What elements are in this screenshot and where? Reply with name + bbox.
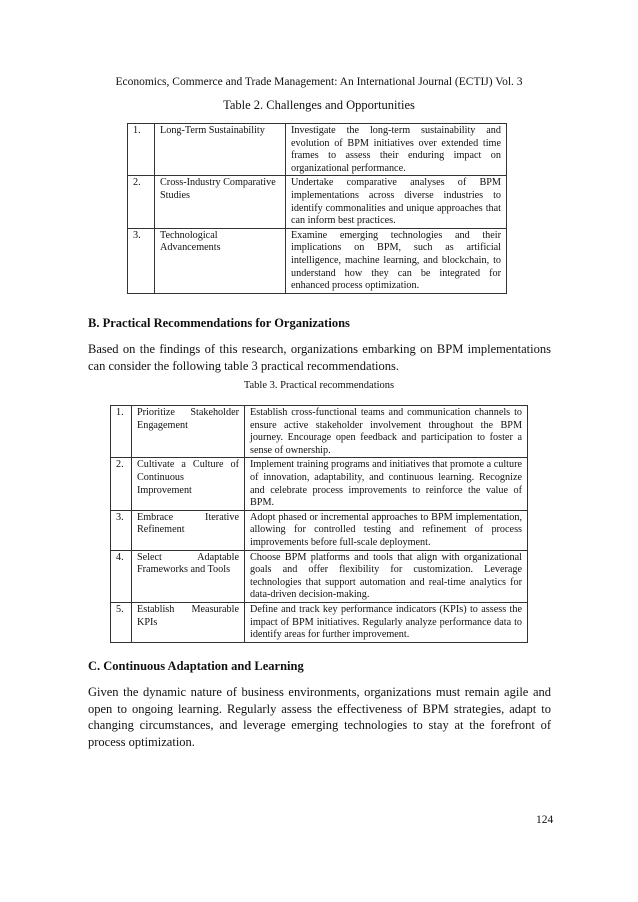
section-c-heading: C. Continuous Adaptation and Learning [88, 659, 304, 673]
row-number: 4. [111, 550, 132, 602]
table2-challenges [127, 123, 507, 294]
row-number: 1. [128, 124, 155, 176]
row-number: 1. [111, 406, 132, 458]
row-number: 3. [128, 228, 155, 293]
row-number: 2. [128, 176, 155, 228]
row-description: Implement training programs and initiatives that promote a culture of innovation, adaptability, and continuous learning. Recognize and celebrate process improvements to reinforce the value of BPM. [245, 458, 528, 510]
table-row [111, 550, 528, 602]
table-row [111, 510, 528, 550]
row-title: Long-Term Sustainability [155, 124, 286, 176]
row-description: Undertake comparative analyses of BPM implementations across diverse industries to identify commonalities and unique approaches that can inform best practices. [286, 176, 507, 228]
row-title: Prioritize Stakeholder Engagement [132, 406, 245, 458]
section-b-heading: B. Practical Recommendations for Organizations [88, 316, 350, 330]
row-title: Cross-Industry Comparative Studies [155, 176, 286, 228]
table-row [128, 176, 507, 228]
row-description: Define and track key performance indicators (KPIs) to assess the impact of BPM initiatives. Regularly analyze performance data to identify areas for further improvement. [245, 602, 528, 642]
table3-caption: Table 3. Practical recommendations [243, 380, 395, 391]
row-title: Embrace Iterative Refinement [132, 510, 245, 550]
row-description: Establish cross-functional teams and communication channels to ensure active stakeholder involvement throughout the BPM journey. Encourage open feedback and participation to foster a sense of ownership. [245, 406, 528, 458]
row-title: Establish Measurable KPIs [132, 602, 245, 642]
row-number: 5. [111, 602, 132, 642]
row-description: Adopt phased or incremental approaches to BPM implementation, allowing for controlled testing and refinement of process improvements before full-scale deployment. [245, 510, 528, 550]
row-title: Select Adaptable Frameworks and Tools [132, 550, 245, 602]
table-row [128, 124, 507, 176]
row-title: Cultivate a Culture of Continuous Improvement [132, 458, 245, 510]
row-title: Technological Advancements [155, 228, 286, 293]
table-row [111, 406, 528, 458]
row-number: 2. [111, 458, 132, 510]
row-description: Investigate the long-term sustainability and evolution of BPM initiatives over extended time frames to assess their enduring impact on organizational performance. [286, 124, 507, 176]
table2-caption: Table 2. Challenges and Opportunities [223, 98, 415, 112]
row-description: Examine emerging technologies and their implications on BPM, such as artificial intelligence, machine learning, and blockchain, to understand how they can be integrated for enhanced process optimization. [286, 228, 507, 293]
section-b-paragraph: Based on the findings of this research, organizations embarking on BPM implementations can consider the following table 3 practical recommendations. [88, 342, 551, 373]
page-number: 124 [536, 814, 554, 826]
table3-recommendations [110, 405, 528, 643]
table-row [111, 602, 528, 642]
row-description: Choose BPM platforms and tools that align with organizational goals and offer flexibility for customization. Leverage technologies that support automation and real-time analytics for data-driven decision-making. [245, 550, 528, 602]
table-row [128, 228, 507, 293]
journal-header: Economics, Commerce and Trade Management: An International Journal (ECTIJ) Vol. 3 [115, 76, 523, 88]
row-number: 3. [111, 510, 132, 550]
section-c-paragraph: Given the dynamic nature of business environments, organizations must remain agile and open to ongoing learning. Regularly assess the effectiveness of BPM strategies, adapt to changing circumstances, and leverage emerging technologies to stay at the forefront of process optimization. [88, 685, 551, 749]
table-row [111, 458, 528, 510]
